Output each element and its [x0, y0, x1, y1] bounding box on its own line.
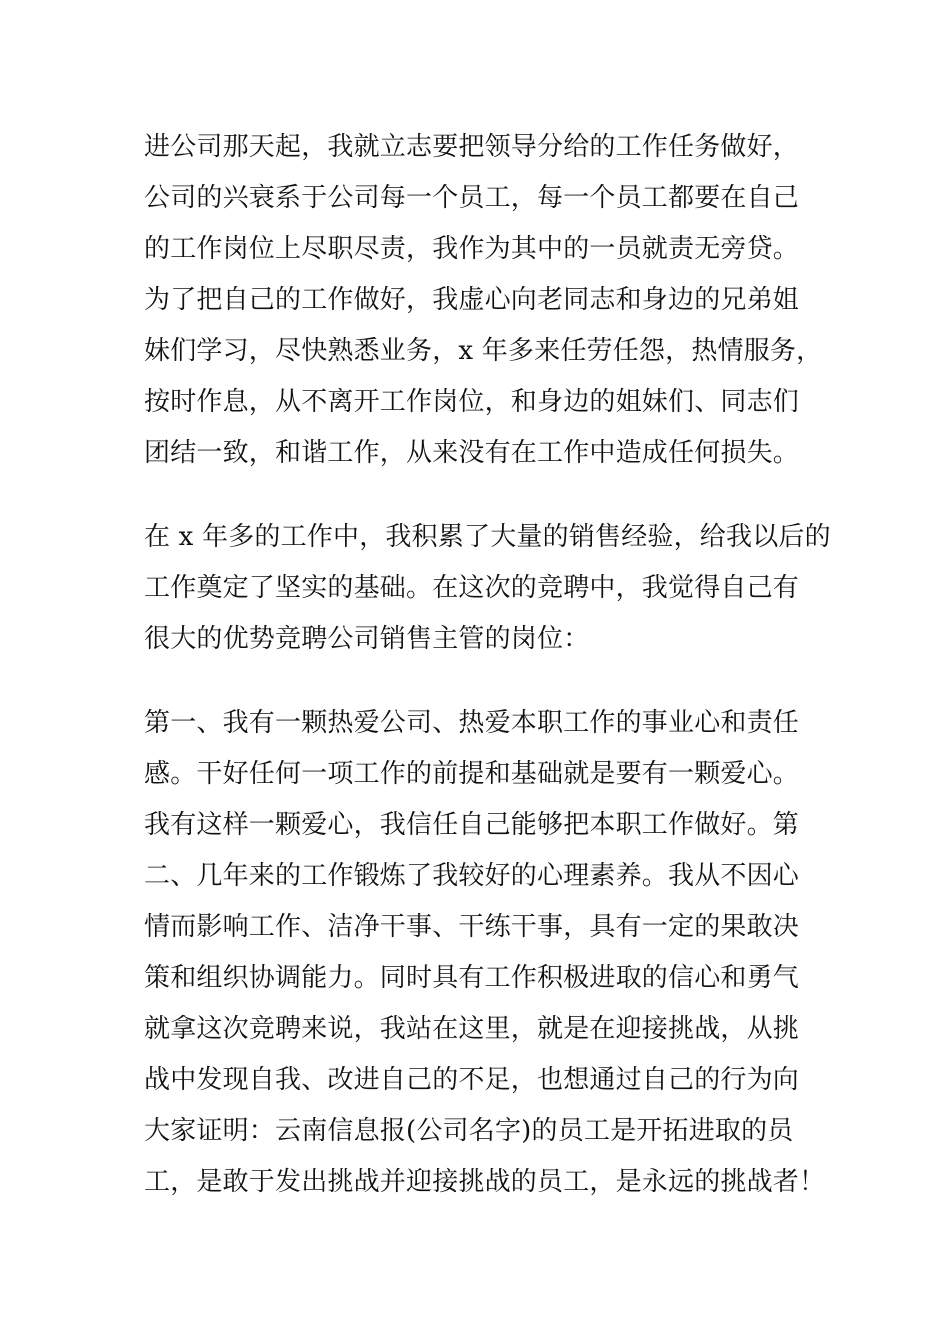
paragraph-2 — [144, 512, 831, 665]
paragraph-3 — [144, 698, 824, 1208]
document-body — [144, 122, 831, 1208]
text-line: 团结一致，和谐工作，从来没有在工作中造成任何损失。 — [144, 438, 800, 468]
text-line: 情而影响工作、洁净干事、干练干事，具有一定的果敢决 — [144, 912, 800, 942]
text-line: 工作奠定了坚实的基础。在这次的竞聘中，我觉得自己有 — [144, 573, 800, 603]
text-line: 工，是敢于发出挑战并迎接挑战的员工，是永远的挑战者！ — [144, 1167, 826, 1197]
text-line: 按时作息，从不离开工作岗位，和身边的姐妹们、同志们 — [144, 387, 800, 417]
text-line: 公司的兴衰系于公司每一个员工，每一个员工都要在自己 — [144, 183, 800, 213]
text-line: 感。干好任何一项工作的前提和基础就是要有一颗爱心。 — [144, 759, 800, 789]
text-line: 在 x 年多的工作中，我积累了大量的销售经验，给我以后的 — [144, 522, 831, 552]
text-line: 第一、我有一颗热爱公司、热爱本职工作的事业心和责任 — [144, 708, 800, 738]
text-line: 进公司那天起，我就立志要把领导分给的工作任务做好， — [144, 132, 800, 162]
text-line: 的工作岗位上尽职尽责，我作为其中的一员就责无旁贷。 — [144, 234, 800, 264]
text-line: 为了把自己的工作做好，我虚心向老同志和身边的兄弟姐 — [144, 285, 800, 315]
text-line: 很大的优势竞聘公司销售主管的岗位： — [144, 624, 590, 654]
text-line: 二、几年来的工作锻炼了我较好的心理素养。我从不因心 — [144, 861, 800, 891]
paragraph-1 — [144, 122, 824, 479]
text-line: 策和组织协调能力。同时具有工作积极进取的信心和勇气 — [144, 963, 800, 993]
text-line: 我有这样一颗爱心，我信任自己能够把本职工作做好。第 — [144, 810, 800, 840]
text-line: 妹们学习，尽快熟悉业务，x 年多来任劳任怨，热情服务， — [144, 336, 823, 366]
text-line: 战中发现自我、改进自己的不足，也想通过自己的行为向 — [144, 1065, 800, 1095]
text-line: 大家证明：云南信息报(公司名字)的员工是开拓进取的员 — [144, 1116, 794, 1146]
text-line: 就拿这次竞聘来说，我站在这里，就是在迎接挑战，从挑 — [144, 1014, 800, 1044]
